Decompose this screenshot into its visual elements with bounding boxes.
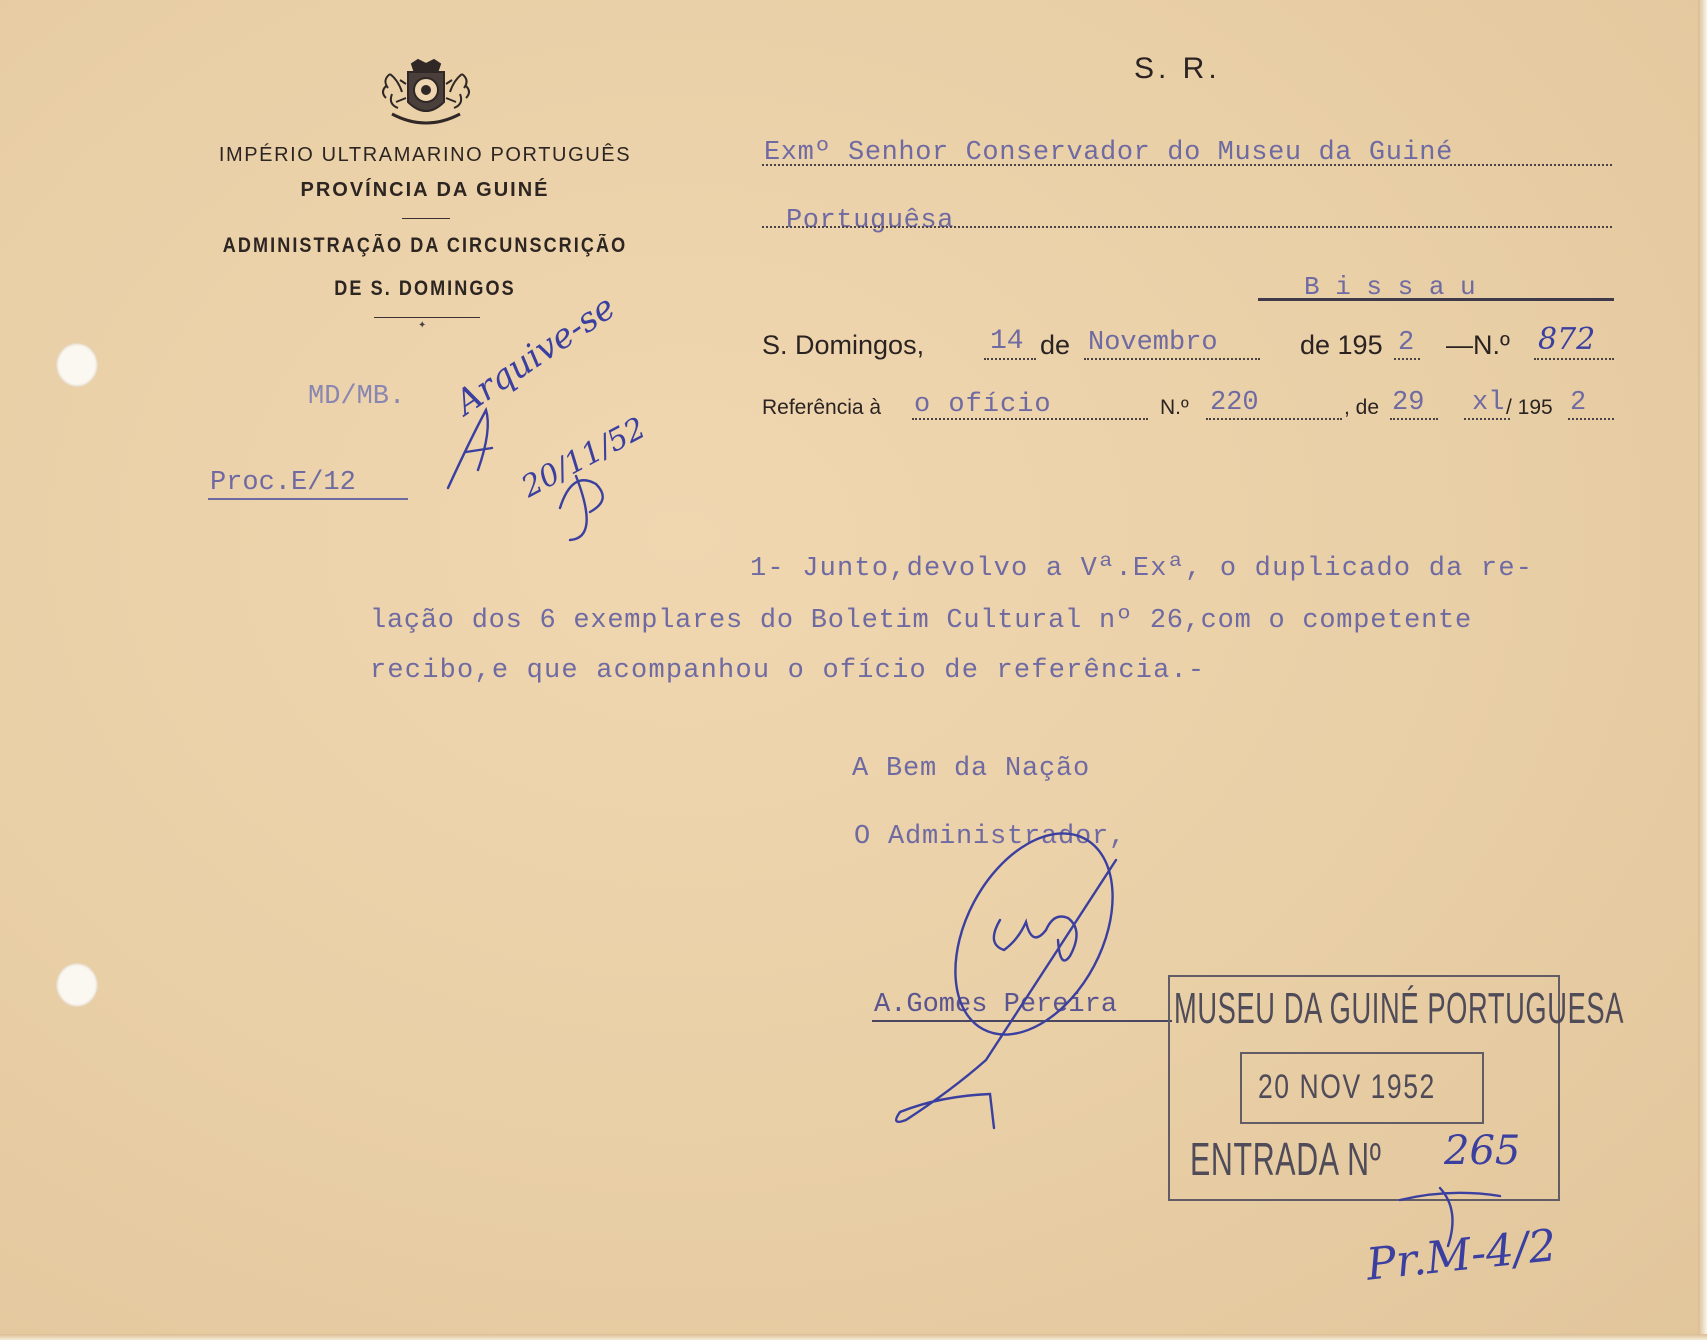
- handwritten-filing-note: Arquive-se: [448, 287, 623, 424]
- page-edge: [0, 1334, 1707, 1340]
- dotted-line: [762, 226, 1612, 228]
- signatory-name: A.Gomes Pereira: [874, 990, 1118, 1020]
- letterhead-empire: IMPÉRIO ULTRAMARINO PORTUGUÊS: [218, 144, 632, 166]
- reference-year-digit: 2: [1570, 388, 1587, 418]
- header-mark: S. R.: [1134, 52, 1221, 85]
- filing-initials: MD/MB.: [308, 382, 406, 412]
- dotted-line: [1390, 418, 1438, 420]
- letterhead-administration: ADMINISTRAÇÃO DA CIRCUNSCRIÇÃO: [222, 234, 628, 257]
- dateline-de: de: [1040, 330, 1071, 360]
- dateline-place: S. Domingos,: [762, 330, 925, 360]
- reference-month: xl: [1472, 388, 1505, 418]
- letterhead-province: PROVÍNCIA DA GUINÉ: [300, 179, 550, 201]
- dateline-year-prefix: de 195: [1300, 330, 1383, 360]
- reference-doc: o ofício: [914, 390, 1052, 420]
- dateline-number: 872: [1538, 322, 1596, 357]
- addressee-city: B i s s a u: [1304, 272, 1476, 302]
- body-line-2: lação dos 6 exemplares do Boletim Cultural nº 26,com o competente: [370, 606, 1472, 636]
- letterhead-district: DE S. DOMINGOS: [334, 277, 516, 300]
- punch-hole: [56, 963, 98, 1007]
- ornament-icon: ✦: [418, 320, 427, 331]
- divider: [374, 317, 480, 318]
- reference-number-label: N.º: [1160, 396, 1189, 419]
- addressee-line-2: Portuguêsa: [786, 206, 955, 236]
- signature-underline: [872, 1020, 1172, 1022]
- handwritten-filing-date: 20/11/52: [516, 410, 652, 505]
- filing-process: Proc.E/12: [210, 468, 356, 498]
- punch-hole: [56, 343, 98, 387]
- body-line-3: recibo,e que acompanhou o ofício de referência.-: [370, 656, 1206, 686]
- addressee-line-1: Exmº Senhor Conservador do Museu da Guiné: [764, 138, 1453, 168]
- dateline-day: 14: [990, 326, 1024, 357]
- dateline-month: Novembro: [1088, 328, 1218, 358]
- divider: [402, 218, 450, 219]
- city-underline: [1258, 298, 1614, 301]
- stamp-entry-number: 265: [1444, 1128, 1521, 1174]
- reference-year-prefix: / 195: [1506, 396, 1553, 419]
- dotted-line: [1534, 358, 1614, 360]
- process-underline: [208, 498, 408, 500]
- closing-role: O Administrador,: [854, 822, 1127, 852]
- dotted-line: [912, 418, 1148, 420]
- reference-number: 220: [1210, 388, 1259, 418]
- reference-day: 29: [1392, 388, 1425, 418]
- handwritten-footer-reference: Pr.M-4/2: [1364, 1220, 1559, 1291]
- reference-label: Referência à: [762, 396, 882, 419]
- dotted-line: [1394, 358, 1420, 360]
- coat-of-arms-icon: [378, 58, 474, 134]
- dotted-line: [1568, 418, 1614, 420]
- dotted-line: [984, 358, 1036, 360]
- body-line-1: 1- Junto,devolvo a Vª.Exª, o duplicado da re-: [750, 554, 1534, 584]
- stamp-title: MUSEU DA GUINÉ PORTUGUESA: [1174, 984, 1625, 1033]
- closing-salutation: A Bem da Nação: [852, 754, 1091, 784]
- reference-date-label: , de: [1344, 396, 1380, 419]
- dateline-year-digit: 2: [1398, 328, 1415, 358]
- dotted-line: [762, 164, 1612, 166]
- dotted-line: [1206, 418, 1342, 420]
- stamp-date: 20 NOV 1952: [1258, 1068, 1436, 1106]
- dateline-number-label: —N.º: [1446, 330, 1510, 360]
- page-edge: [1698, 0, 1707, 1340]
- stamp-entry-label: ENTRADA Nº: [1190, 1133, 1382, 1185]
- dotted-line: [1084, 358, 1260, 360]
- dotted-line: [1464, 418, 1510, 420]
